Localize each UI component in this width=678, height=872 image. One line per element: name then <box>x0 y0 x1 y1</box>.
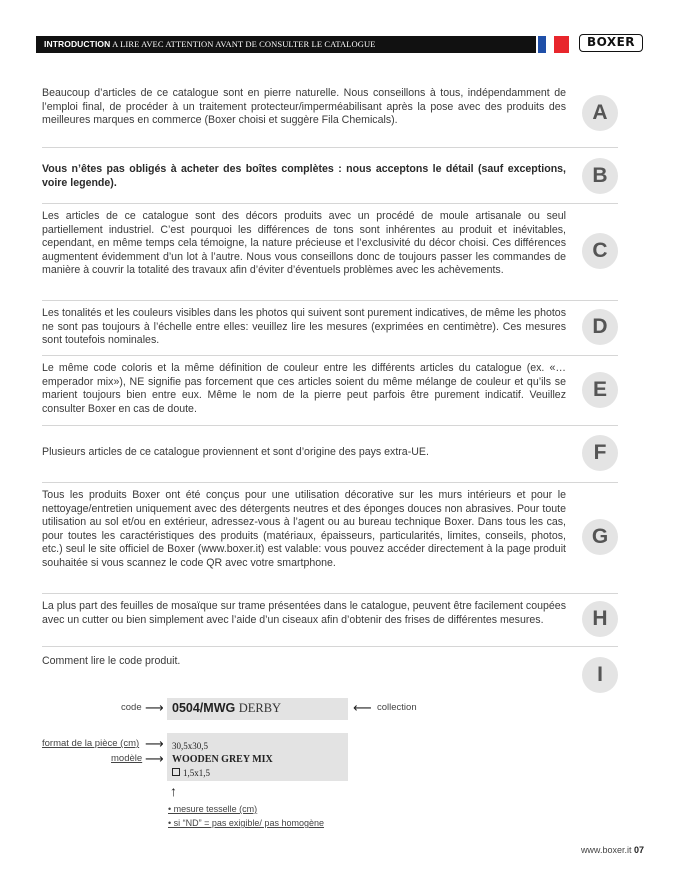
header-title-bold: INTRODUCTION <box>44 39 111 49</box>
section-i <box>42 646 618 690</box>
note-tessera-size: • mesure tesselle (cm) <box>168 804 258 814</box>
tessera-value: 1,5x1,5 <box>183 768 210 778</box>
model-value: WOODEN GREY MIX <box>172 754 273 765</box>
section-letter-badge: B <box>582 158 618 194</box>
flag-red <box>554 36 569 53</box>
flag-white <box>546 36 554 53</box>
up-arrow-icon: ↑ <box>170 783 177 799</box>
page-number: 07 <box>633 845 644 855</box>
code-line <box>172 701 281 716</box>
section-d <box>42 300 618 356</box>
model-label: modèle <box>111 753 143 764</box>
section-letter-badge: H <box>582 601 618 637</box>
section-g <box>42 482 618 594</box>
section-letter-badge: E <box>582 372 618 408</box>
section-b <box>42 147 618 204</box>
section-letter-badge: D <box>582 309 618 345</box>
model-arrow-icon: ⟶ <box>145 751 164 766</box>
section-h <box>42 593 618 647</box>
section-text: Vous n’êtes pas obligés à acheter des boîtes complètes : nous acceptons le détail (sauf exceptions, voire legende). <box>42 163 566 189</box>
section-f <box>42 425 618 483</box>
collection-value: DERBY <box>238 701 282 715</box>
flag-blue <box>538 36 546 53</box>
section-text: La plus part des feuilles de mosaïque sur trame présentées dans le catalogue, peuvent être facilement coupées avec un cutter ou bien simplement avec l’aide d’un ciseaux afin d’obtenir des frises de différentes mesures. <box>42 600 566 626</box>
footer <box>581 845 644 855</box>
section-letter-badge: I <box>582 657 618 693</box>
section-a <box>42 78 618 148</box>
header-bar <box>36 36 536 53</box>
section-letter-badge: C <box>582 233 618 269</box>
section-text: Comment lire le code produit. <box>42 655 181 667</box>
code-value: 0504/MWG <box>172 701 236 715</box>
boxer-logo: BOXER <box>579 34 643 52</box>
format-arrow-icon: ⟶ <box>145 736 164 751</box>
section-letter-badge: F <box>582 435 618 471</box>
tessera-line <box>172 768 210 778</box>
code-label: code <box>121 702 142 713</box>
format-label: format de la pièce (cm) <box>42 738 140 749</box>
code-arrow-icon: ⟶ <box>145 700 164 715</box>
section-e <box>42 355 618 426</box>
header-title-rest: A LIRE AVEC ATTENTION AVANT DE CONSULTER LE CATALOGUE <box>112 39 376 49</box>
square-icon <box>172 768 180 776</box>
section-text: Les articles de ce catalogue sont des décors produits avec un procédé de moule artisanale ou seul partiellement industriel. C’est pourquoi les différences de tons sont inhérentes au produit et inévitables, cependant, en même temps cela témoigne, la nature précieuse et l’exclusivité du décor choisi. Ces différences augmentent évidemment d’un lot à l’autre. Nous vous conseillons donc de toujours passer les commandes de manière à couvrir la totalité des travaux afin d’éviter d’éventuels problèmes avec les achèvements. <box>42 210 566 277</box>
section-text: Le même code coloris et la même définition de couleur entre les différents articles du catalogue (ex. «… emperador mix»), NE signifie pas forcement que ces articles soient du même mélange de couleur et qu’ils se marient toujours bien entre eux. Même le nom de la pierre peut parfois être purement indicatif. Veuillez consulter Boxer en cas de doute. <box>42 362 566 415</box>
collection-label: collection <box>377 702 417 713</box>
section-letter-badge: A <box>582 95 618 131</box>
collection-arrow-icon: ⟵ <box>353 700 372 715</box>
note-not-available: • si “ND” = pas exigible/ pas homogène <box>168 818 324 828</box>
section-c <box>42 203 618 301</box>
footer-url: www.boxer.it <box>580 845 632 855</box>
section-text: Tous les produits Boxer ont été conçus pour une utilisation décorative sur les murs intérieurs et pour le nettoyage/entretien uniquement avec des détergents neutres et des éponges douces non abrasives. Pour toute utilisation au sol et/ou en extérieur, adressez-vous à l’agent ou au bureau technique Boxer. Dans tous les cas, pour toutes les caractéristiques des produits (matériaux, épaisseurs, particularités, limites, conseils, photos, etc.) seul le site officiel de Boxer (www.boxer.it) est valable: vous pouvez accéder directement à la page produit souhaitée si vous scannez le code QR avec votre smartphone. <box>42 489 566 569</box>
section-text: Plusieurs articles de ce catalogue proviennent et sont d’origine des pays extra-UE. <box>42 446 429 458</box>
product-code-legend <box>0 690 678 840</box>
section-text: Les tonalités et les couleurs visibles dans les photos qui suivent sont purement indicatives, de même les photos ne sont pas toujours à l’échelle entre elles: veuillez lire les mesures (exprimées en centimètre). Ces mesures sont toutefois nominales. <box>42 307 566 347</box>
section-text: Beaucoup d’articles de ce catalogue sont en pierre naturelle. Nous conseillons à tous, indépendamment de l’emploi final, de procéder à un traitement protecteur/imperméabilisant après la pose avec des produits des meilleures marques en commerce (Boxer choisi et suggère Fila Chemicals). <box>42 87 566 127</box>
section-letter-badge: G <box>582 519 618 555</box>
format-value: 30,5x30,5 <box>172 741 208 751</box>
